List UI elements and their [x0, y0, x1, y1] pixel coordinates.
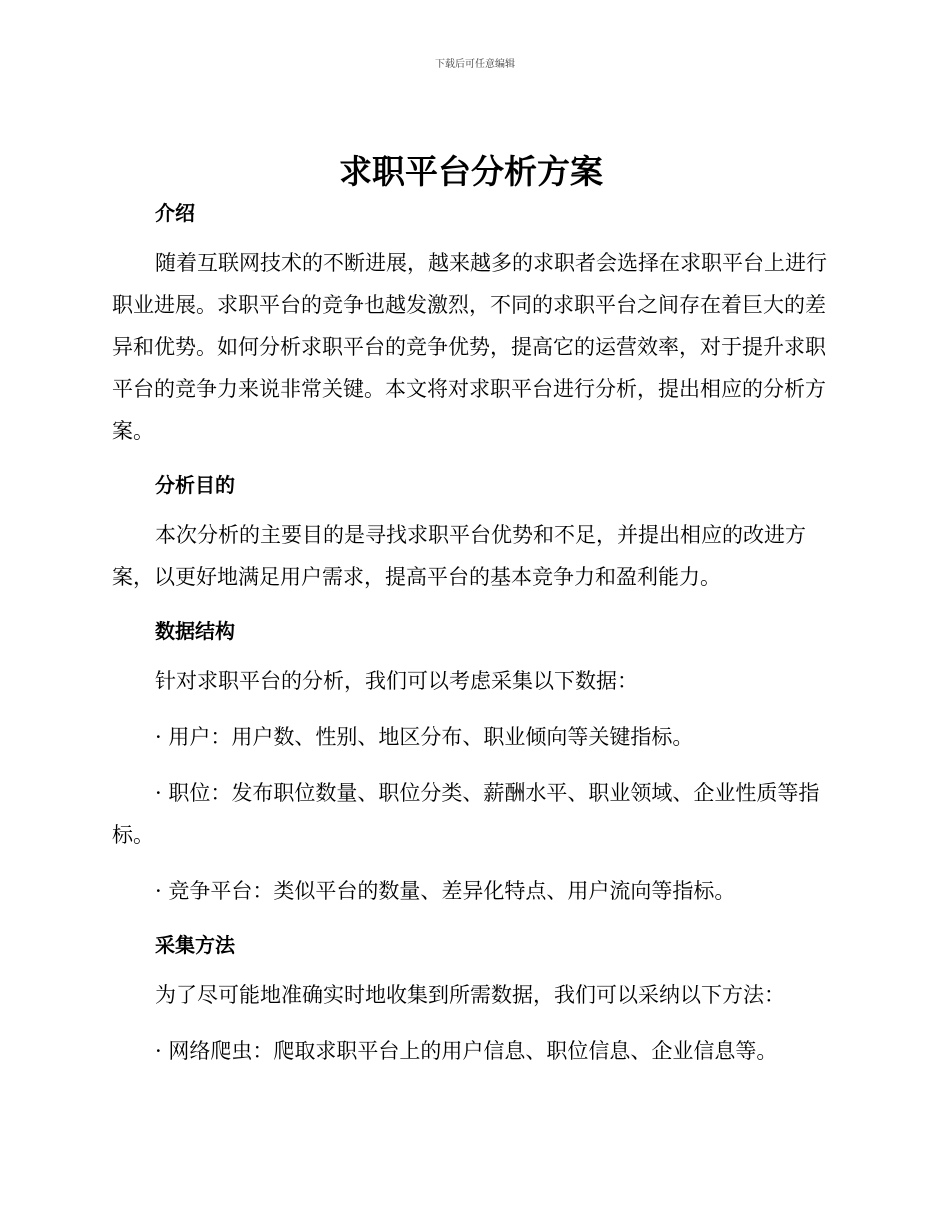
header-note: 下载后可任意编辑 [435, 59, 515, 70]
data-paragraph: 针对求职平台的分析，我们可以考虑采集以下数据： [155, 669, 638, 693]
list-item-data-user: · 用户：用户数、性别、地区分布、职业倾向等关键指标。 [155, 725, 694, 749]
method-paragraph: 为了尽可能地准确实时地收集到所需数据，我们可以采纳以下方法： [155, 983, 785, 1007]
section-heading-intro: 介绍 [155, 201, 195, 225]
document-body [112, 150, 830, 1072]
section-heading-data: 数据结构 [155, 619, 235, 643]
intro-paragraph: 随着互联网技术的不断进展，越来越多的求职者会选择在求职平台上进行职业进展。求职平台的竞争也越发激烈，不同的求职平台之间存在着巨大的差异和优势。如何分析求职平台的竞争优势，提高它的运营效率，对于提升求职平台的竞争力来说非常关键。本文将对求职平台进行分析，提出相应的分析方案。 [112, 251, 827, 443]
list-item-method-crawler: · 网络爬虫：爬取求职平台上的用户信息、职位信息、企业信息等。 [155, 1039, 778, 1063]
list-item-data-competitor: · 竞争平台：类似平台的数量、差异化特点、用户流向等指标。 [155, 879, 736, 903]
list-item-data-position: · 职位：发布职位数量、职位分类、薪酬水平、职业领域、企业性质等指标。 [112, 781, 820, 847]
purpose-paragraph: 本次分析的主要目的是寻找求职平台优势和不足，并提出相应的改进方案，以更好地满足用户需求，提高平台的基本竞争力和盈利能力。 [112, 523, 806, 589]
section-heading-method: 采集方法 [155, 933, 235, 957]
document-title: 求职平台分析方案 [339, 152, 603, 191]
section-heading-purpose: 分析目的 [155, 473, 235, 497]
